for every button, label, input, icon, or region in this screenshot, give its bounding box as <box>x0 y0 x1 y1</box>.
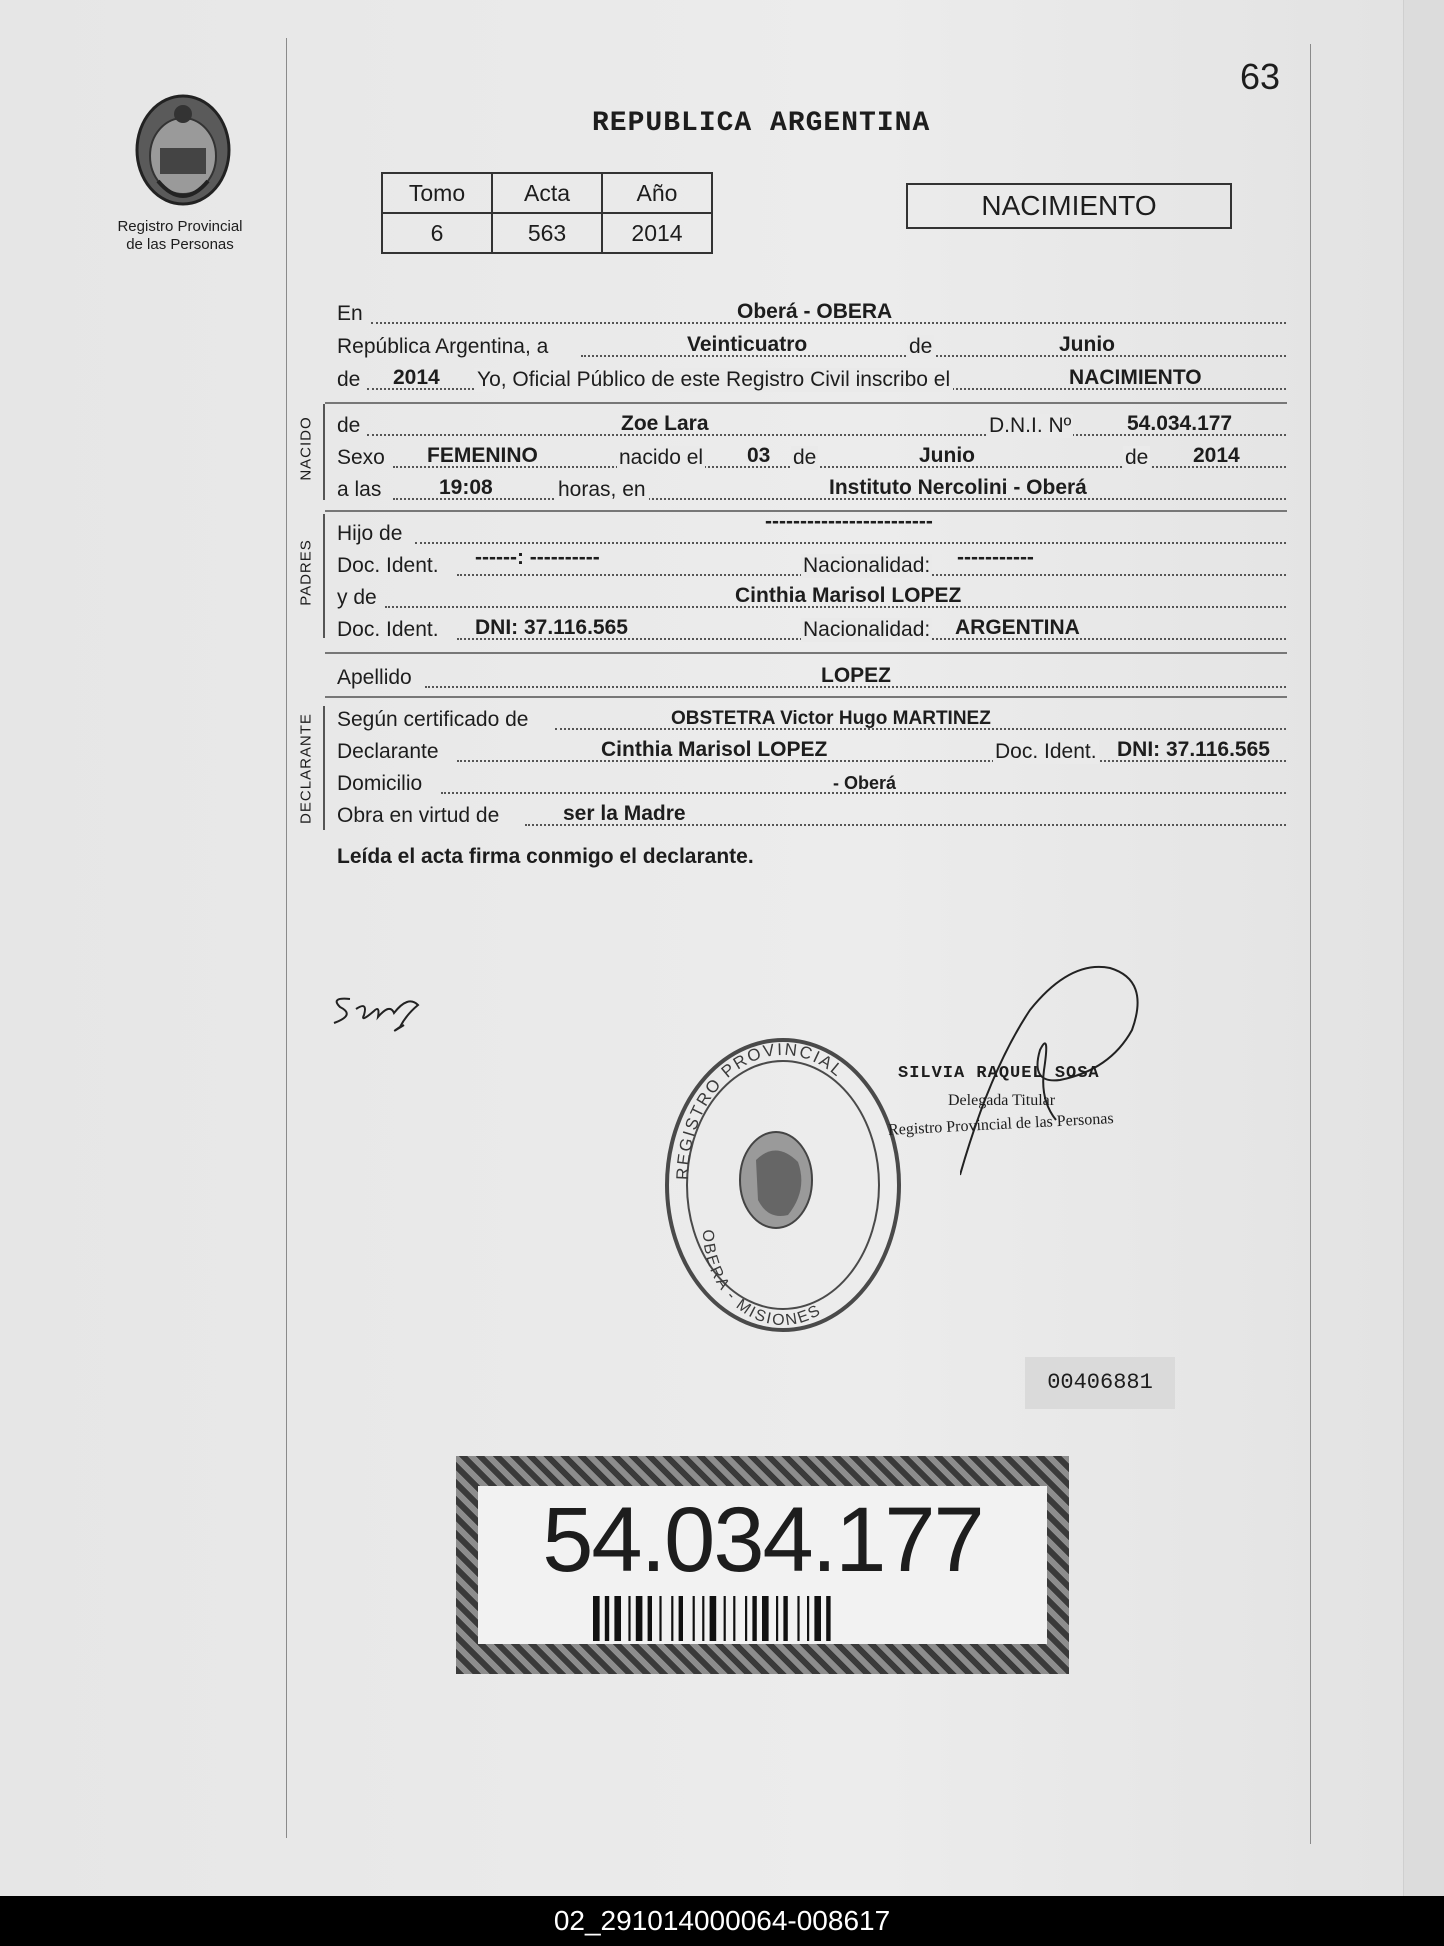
label-sexo: Sexo <box>337 446 385 469</box>
control-number: 00406881 <box>1025 1357 1175 1409</box>
label-republica: República Argentina, a <box>337 335 549 358</box>
row-time-place <box>337 472 1286 504</box>
page-title: REPUBLICA ARGENTINA <box>592 108 931 139</box>
row-sexo <box>337 440 1286 472</box>
page-number: 63 <box>1240 56 1281 97</box>
barcode-bar <box>679 1596 683 1641</box>
header-tomo: Tomo <box>382 173 492 213</box>
value-sexo: FEMENINO <box>427 444 538 467</box>
value-birth-month: Junio <box>919 444 975 467</box>
registry-label: Registro Provincial de las Personas <box>117 218 243 253</box>
declarant-signature <box>318 985 428 1045</box>
barcode-bar <box>776 1596 778 1641</box>
row-doc-father <box>337 548 1286 580</box>
footer-id: 02_291014000064-008617 <box>553 1905 891 1936</box>
value-birth-day: 03 <box>747 444 771 467</box>
value-father-doc: ------: ---------- <box>475 546 600 569</box>
value-father: ------------------------ <box>765 510 933 533</box>
barcode-bar <box>710 1596 717 1641</box>
barcode-inner <box>478 1486 1047 1644</box>
section-bracket <box>323 514 325 638</box>
row-mother <box>337 580 1286 612</box>
label-de-month: de <box>793 446 817 469</box>
label-y-de: y de <box>337 586 377 609</box>
section-bracket <box>323 404 325 500</box>
left-margin-line <box>286 38 287 1838</box>
barcode-bars <box>593 1596 953 1641</box>
section-bracket <box>323 706 325 830</box>
coat-of-arms-seal <box>118 86 248 216</box>
value-father-nationality: ----------- <box>957 546 1034 569</box>
footer-id-bar <box>0 1896 1444 1946</box>
row-en <box>337 296 1286 328</box>
value-child-name: Zoe Lara <box>621 412 709 435</box>
label-nacionalidad: Nacionalidad: <box>803 554 931 577</box>
value-domicilio: - Oberá <box>833 773 897 793</box>
value-mother: Cinthia Marisol LOPEZ <box>735 584 962 607</box>
row-hijo-de <box>337 510 1286 548</box>
label-domicilio: Domicilio <box>337 772 423 795</box>
label-hijo-de: Hijo de <box>337 522 403 545</box>
section-label-padres: PADRES <box>297 539 315 606</box>
header-anio: Año <box>602 173 712 213</box>
label-dni: D.N.I. Nº <box>989 414 1072 437</box>
label-de-name: de <box>337 414 361 437</box>
row-declarante <box>337 734 1286 766</box>
label-de: de <box>909 335 933 358</box>
label-oficial: Yo, Oficial Público de este Registro Civil inscribo el <box>474 368 953 392</box>
label-certificado: Según certificado de <box>337 708 529 731</box>
label-doc-ident: Doc. Ident. <box>337 618 439 641</box>
label-en: En <box>337 302 363 325</box>
barcode-bar <box>724 1596 726 1641</box>
label-nacionalidad: Nacionalidad: <box>803 618 931 641</box>
row-obra <box>337 798 1286 830</box>
svg-text:REGISTRO PROVINCIAL: REGISTRO PROVINCIAL <box>672 1039 848 1181</box>
value-anio: 2014 <box>602 213 712 253</box>
barcode-bar <box>745 1596 747 1641</box>
svg-text:OBERA - MISIONES: OBERA - MISIONES <box>698 1229 825 1330</box>
label-doc-ident: Doc. Ident. <box>337 554 439 577</box>
barcode-bar <box>659 1596 661 1641</box>
label-a-las: a las <box>337 478 382 501</box>
value-day-words: Veinticuatro <box>687 333 808 356</box>
row-certificado <box>337 702 1286 734</box>
scan-edge <box>1403 0 1444 1896</box>
barcode-bar <box>636 1596 643 1641</box>
barcode-bar <box>807 1596 809 1641</box>
barcode-bar <box>752 1596 756 1641</box>
value-declarante-doc: DNI: 37.116.565 <box>1117 738 1270 761</box>
value-child-dni: 54.034.177 <box>1127 412 1233 435</box>
row-domicilio <box>337 766 1286 798</box>
value-mother-doc: DNI: 37.116.565 <box>475 616 628 639</box>
barcode-bar <box>797 1596 799 1641</box>
barcode-bar <box>693 1596 695 1641</box>
label-de-year: de <box>337 368 361 391</box>
official-registry: Registro Provincial de las Personas <box>887 1110 1115 1139</box>
value-acta: 563 <box>492 213 602 253</box>
row-date <box>337 329 1286 361</box>
section-label-nacido: NACIDO <box>297 416 315 481</box>
label-de-yr: de <box>1125 446 1149 469</box>
value-month: Junio <box>1059 333 1115 356</box>
label-doc-ident: Doc. Ident. <box>995 740 1097 763</box>
barcode-bar <box>593 1596 600 1641</box>
value-mother-nationality: ARGENTINA <box>955 616 1080 639</box>
record-table <box>381 172 713 254</box>
value-apellido: LOPEZ <box>821 664 892 687</box>
value-birth-time: 19:08 <box>439 476 493 499</box>
section-label-declarante: DECLARANTE <box>297 713 315 824</box>
separator <box>325 652 1287 654</box>
row-year <box>337 362 1286 394</box>
document-type-box: NACIMIENTO <box>906 183 1232 229</box>
barcode-bar <box>628 1596 630 1641</box>
barcode-number: 54.034.177 <box>542 1489 983 1591</box>
label-nacido-el: nacido el <box>619 446 704 469</box>
barcode-bar <box>702 1596 704 1641</box>
row-doc-mother <box>337 612 1286 644</box>
value-inscribo: NACIMIENTO <box>1069 366 1202 389</box>
barcode-label <box>456 1456 1069 1674</box>
label-declarante: Declarante <box>337 740 439 763</box>
label-horas: horas, en <box>555 478 649 502</box>
official-name: SILVIA RAQUEL SOSA <box>898 1064 1100 1083</box>
label-apellido: Apellido <box>337 666 412 689</box>
barcode-bar <box>826 1596 830 1641</box>
official-role: Delegada Titular <box>948 1092 1056 1109</box>
label-obra: Obra en virtud de <box>337 804 500 827</box>
value-birth-year: 2014 <box>1193 444 1240 467</box>
barcode-bar <box>733 1596 735 1641</box>
official-stamp <box>658 1030 908 1340</box>
header-acta: Acta <box>492 173 602 213</box>
value-birth-place: Instituto Nercolini - Oberá <box>829 476 1087 499</box>
barcode-bar <box>648 1596 652 1641</box>
row-apellido <box>337 660 1286 692</box>
row-nacido-name <box>337 408 1286 440</box>
closing-statement: Leída el acta firma conmigo el declarante. <box>337 845 754 868</box>
barcode-bar <box>605 1596 609 1641</box>
value-tomo: 6 <box>382 213 492 253</box>
barcode-bar <box>671 1596 673 1641</box>
separator <box>325 696 1287 698</box>
separator <box>325 402 1287 404</box>
value-declarante: Cinthia Marisol LOPEZ <box>601 738 828 761</box>
barcode-bar <box>814 1596 821 1641</box>
barcode-bar <box>783 1596 787 1641</box>
value-city: Oberá - OBERA <box>737 300 893 323</box>
value-year: 2014 <box>393 366 440 389</box>
barcode-bar <box>762 1596 769 1641</box>
barcode-bar <box>614 1596 621 1641</box>
right-margin-line <box>1310 44 1311 1844</box>
value-certificado: OBSTETRA Victor Hugo MARTINEZ <box>671 708 991 729</box>
value-obra: ser la Madre <box>563 802 686 825</box>
